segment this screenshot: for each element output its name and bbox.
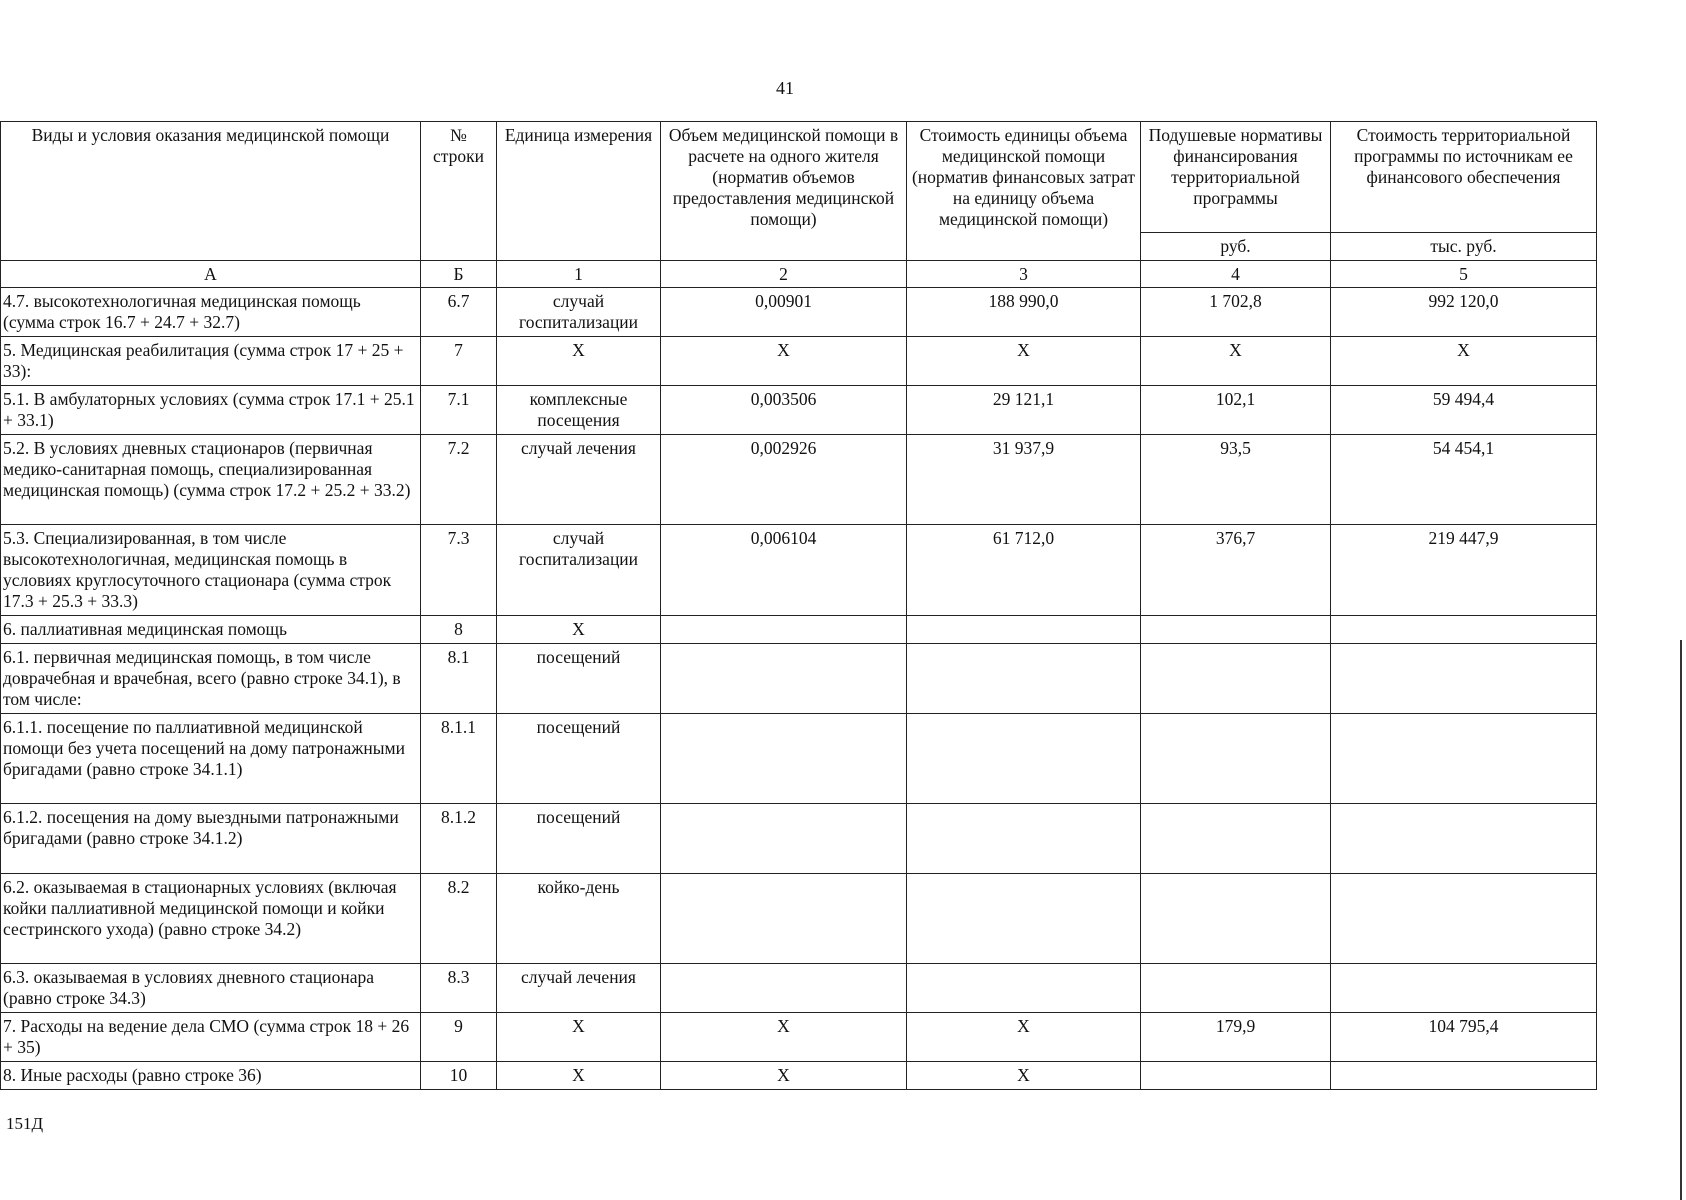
row-unit-cost [907,964,1141,1013]
row-volume: 0,002926 [661,435,907,525]
table-row [1,616,1597,644]
header-col-a: Виды и условия оказания медицинской помощи [1,122,421,261]
row-name: 5. Медицинская реабилитация (сумма строк 17 + 25 + 33): [1,337,421,386]
unit-col-4: руб. [1141,233,1331,261]
row-per-capita: 376,7 [1141,525,1331,616]
row-per-capita [1141,964,1331,1013]
row-per-capita: Х [1141,337,1331,386]
table-row [1,874,1597,964]
table-row [1,288,1597,337]
row-volume [661,804,907,874]
row-unit: случай госпитализации [497,525,661,616]
row-unit-cost: 31 937,9 [907,435,1141,525]
row-unit-cost: Х [907,337,1141,386]
table-row [1,714,1597,804]
row-volume: 0,00901 [661,288,907,337]
row-per-capita: 93,5 [1141,435,1331,525]
index-cell: Б [421,261,497,288]
row-unit: случай лечения [497,435,661,525]
row-number: 7.2 [421,435,497,525]
row-number: 10 [421,1062,497,1090]
row-per-capita: 1 702,8 [1141,288,1331,337]
scan-edge-line [1680,640,1682,1200]
row-name: 6.1.2. посещения на дому выездными патронажными бригадами (равно строке 34.1.2) [1,804,421,874]
row-total-cost [1331,964,1597,1013]
row-number: 7.3 [421,525,497,616]
row-number: 7.1 [421,386,497,435]
row-total-cost: 104 795,4 [1331,1013,1597,1062]
row-volume: Х [661,1013,907,1062]
row-total-cost [1331,874,1597,964]
row-volume [661,714,907,804]
row-unit: койко-день [497,874,661,964]
row-volume: Х [661,337,907,386]
row-unit: случай госпитализации [497,288,661,337]
row-unit: Х [497,1062,661,1090]
row-unit: Х [497,337,661,386]
row-name: 5.2. В условиях дневных стационаров (первичная медико-санитарная помощь, специализированная медицинская помощь) (сумма строк 17.2 + 25.2 + 33.2) [1,435,421,525]
header-col-4: Подушевые нормативы финансирования территориальной программы [1141,122,1331,233]
row-total-cost [1331,1062,1597,1090]
row-volume [661,874,907,964]
row-volume: 0,006104 [661,525,907,616]
column-index-row [1,261,1597,288]
row-name: 6.3. оказываемая в условиях дневного стационара (равно строке 34.3) [1,964,421,1013]
row-unit-cost [907,874,1141,964]
row-per-capita: 102,1 [1141,386,1331,435]
row-name: 6. паллиативная медицинская помощь [1,616,421,644]
row-number: 8.3 [421,964,497,1013]
row-per-capita [1141,1062,1331,1090]
index-cell: 5 [1331,261,1597,288]
row-name: 6.1.1. посещение по паллиативной медицинской помощи без учета посещений на дому патронажными бригадами (равно строке 34.1.1) [1,714,421,804]
row-unit-cost: Х [907,1062,1141,1090]
row-volume [661,644,907,714]
row-total-cost: Х [1331,337,1597,386]
financing-table [0,121,1597,1090]
row-unit-cost: Х [907,1013,1141,1062]
row-unit: посещений [497,644,661,714]
row-number: 8.1 [421,644,497,714]
index-cell: 3 [907,261,1141,288]
row-number: 7 [421,337,497,386]
row-unit-cost [907,616,1141,644]
index-cell: А [1,261,421,288]
row-total-cost: 992 120,0 [1331,288,1597,337]
row-name: 4.7. высокотехнологичная медицинская помощь (сумма строк 16.7 + 24.7 + 32.7) [1,288,421,337]
row-unit-cost: 29 121,1 [907,386,1141,435]
index-cell: 2 [661,261,907,288]
table-row [1,386,1597,435]
document-footer-code: 151Д [6,1114,44,1133]
row-unit-cost [907,804,1141,874]
row-unit-cost [907,644,1141,714]
row-name: 5.1. В амбулаторных условиях (сумма строк 17.1 + 25.1 + 33.1) [1,386,421,435]
row-per-capita [1141,714,1331,804]
header-col-b: № строки [421,122,497,261]
row-volume: Х [661,1062,907,1090]
table-row [1,964,1597,1013]
row-total-cost: 59 494,4 [1331,386,1597,435]
row-per-capita [1141,644,1331,714]
row-name: 6.1. первичная медицинская помощь, в том числе доврачебная и врачебная, всего (равно строке 34.1), в том числе: [1,644,421,714]
row-name: 7. Расходы на ведение дела СМО (сумма строк 18 + 26 + 35) [1,1013,421,1062]
row-unit: комплексные посещения [497,386,661,435]
row-number: 8.1.1 [421,714,497,804]
row-total-cost [1331,644,1597,714]
row-number: 8.1.2 [421,804,497,874]
table-row [1,1062,1597,1090]
index-cell: 1 [497,261,661,288]
row-unit: посещений [497,804,661,874]
row-total-cost [1331,714,1597,804]
row-number: 8 [421,616,497,644]
row-number: 9 [421,1013,497,1062]
row-per-capita [1141,874,1331,964]
row-per-capita [1141,804,1331,874]
page-number: 41 [776,78,794,98]
row-number: 6.7 [421,288,497,337]
row-unit-cost: 61 712,0 [907,525,1141,616]
header-row [1,122,1597,233]
table-row [1,435,1597,525]
row-volume: 0,003506 [661,386,907,435]
row-total-cost [1331,804,1597,874]
row-unit-cost: 188 990,0 [907,288,1141,337]
row-total-cost: 54 454,1 [1331,435,1597,525]
row-unit: Х [497,1013,661,1062]
table-row [1,525,1597,616]
table-row [1,644,1597,714]
table-row [1,1013,1597,1062]
row-name: 6.2. оказываемая в стационарных условиях (включая койки паллиативной медицинской помощи и койки сестринского ухода) (равно строке 34.2) [1,874,421,964]
row-number: 8.2 [421,874,497,964]
row-volume [661,616,907,644]
header-col-5: Стоимость территориальной программы по источникам ее финансового обеспечения [1331,122,1597,233]
header-col-3: Стоимость единицы объема медицинской помощи (норматив финансовых затрат на единицу объема медицинской помощи) [907,122,1141,261]
table-row [1,804,1597,874]
row-unit-cost [907,714,1141,804]
row-per-capita [1141,616,1331,644]
header-col-1: Единица измерения [497,122,661,261]
table-row [1,337,1597,386]
header-col-2: Объем медицинской помощи в расчете на одного жителя (норматив объемов предоставления медицинской помощи) [661,122,907,261]
row-name: 5.3. Специализированная, в том числе высокотехнологичная, медицинская помощь в условиях круглосуточного стационара (сумма строк 17.3 + 25.3 + 33.3) [1,525,421,616]
row-unit: посещений [497,714,661,804]
unit-col-5: тыс. руб. [1331,233,1597,261]
row-total-cost: 219 447,9 [1331,525,1597,616]
row-total-cost [1331,616,1597,644]
row-name: 8. Иные расходы (равно строке 36) [1,1062,421,1090]
row-unit: Х [497,616,661,644]
row-volume [661,964,907,1013]
row-unit: случай лечения [497,964,661,1013]
index-cell: 4 [1141,261,1331,288]
row-per-capita: 179,9 [1141,1013,1331,1062]
